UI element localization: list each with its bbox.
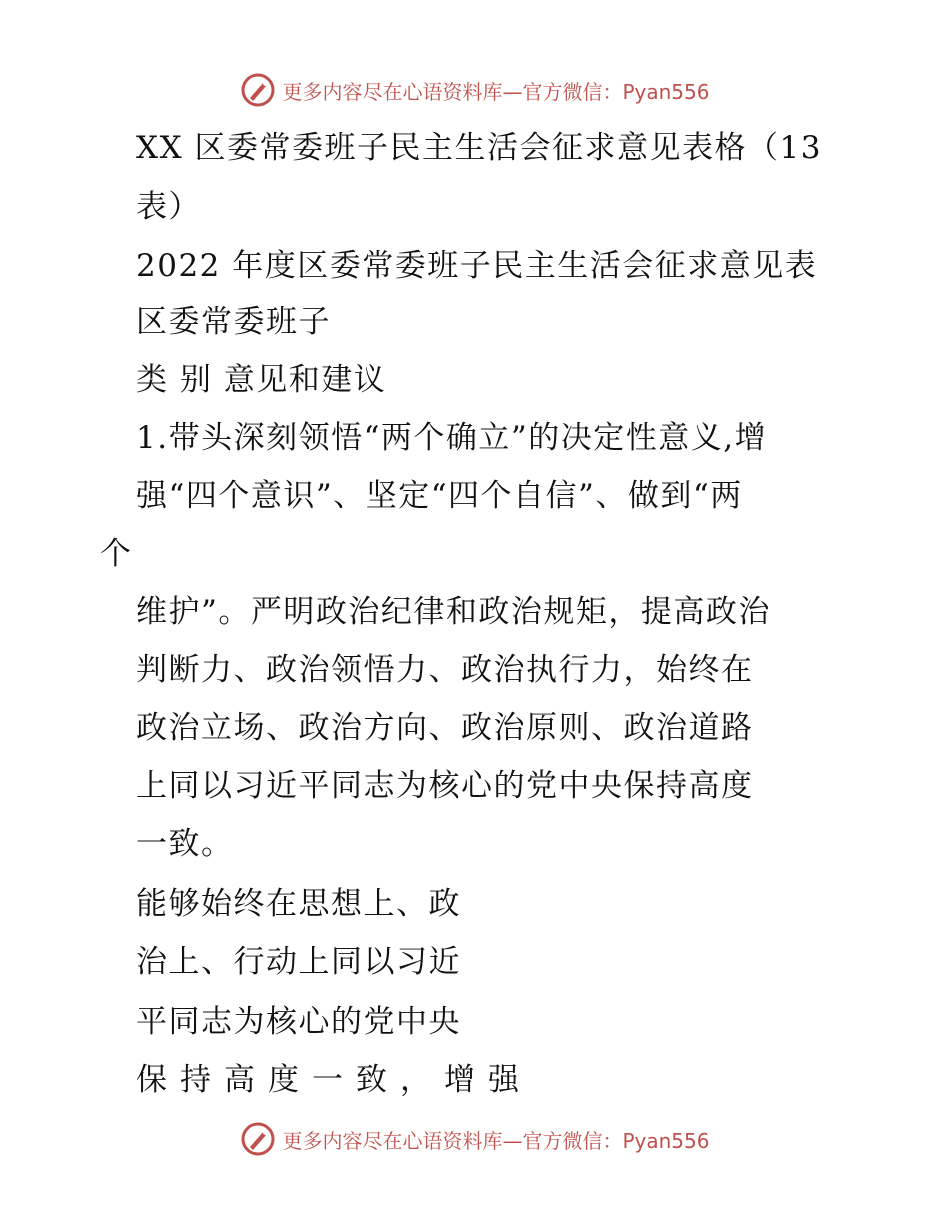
document-title-line: 表） bbox=[136, 189, 201, 225]
text-line: 上同以习近平同志为核心的党中央保持高度 bbox=[136, 768, 754, 804]
watermark-text: 更多内容尽在心语资料库—官方微信：Pyan556 bbox=[282, 79, 710, 104]
text-line: 保持高度一致，增强 bbox=[136, 1062, 532, 1098]
text-line: 平同志为核心的党中央 bbox=[136, 1004, 461, 1040]
text-line: 维护”。严明政治纪律和政治规矩，提高政治 bbox=[136, 594, 771, 630]
text-line: 能够始终在思想上、政 bbox=[136, 886, 461, 922]
pen-logo-icon bbox=[240, 1121, 276, 1157]
text-line: 政治立场、政治方向、政治原则、政治道路 bbox=[136, 710, 754, 746]
text-line: 治上、行动上同以习近 bbox=[136, 944, 461, 980]
document-title-line: XX 区委常委班子民主生活会征求意见表格（13 bbox=[136, 130, 822, 166]
text-line: 1.带头深刻领悟“两个确立”的决定性意义,增 bbox=[136, 420, 768, 456]
text-line: 一致。 bbox=[136, 826, 234, 862]
text-line: 个 bbox=[100, 536, 133, 572]
text-line: 强“四个意识”、坚定“四个自信”、做到“两 bbox=[136, 478, 743, 514]
watermark-text: 更多内容尽在心语资料库—官方微信：Pyan556 bbox=[282, 1128, 710, 1153]
form-subject: 区委常委班子 bbox=[136, 304, 331, 340]
text-line: 判断力、政治领悟力、政治执行力，始终在 bbox=[136, 652, 754, 688]
footer-watermark bbox=[0, 1119, 950, 1159]
form-title: 2022 年度区委常委班子民主生活会征求意见表 bbox=[136, 248, 818, 284]
table-header: 类 别 意见和建议 bbox=[136, 362, 387, 398]
